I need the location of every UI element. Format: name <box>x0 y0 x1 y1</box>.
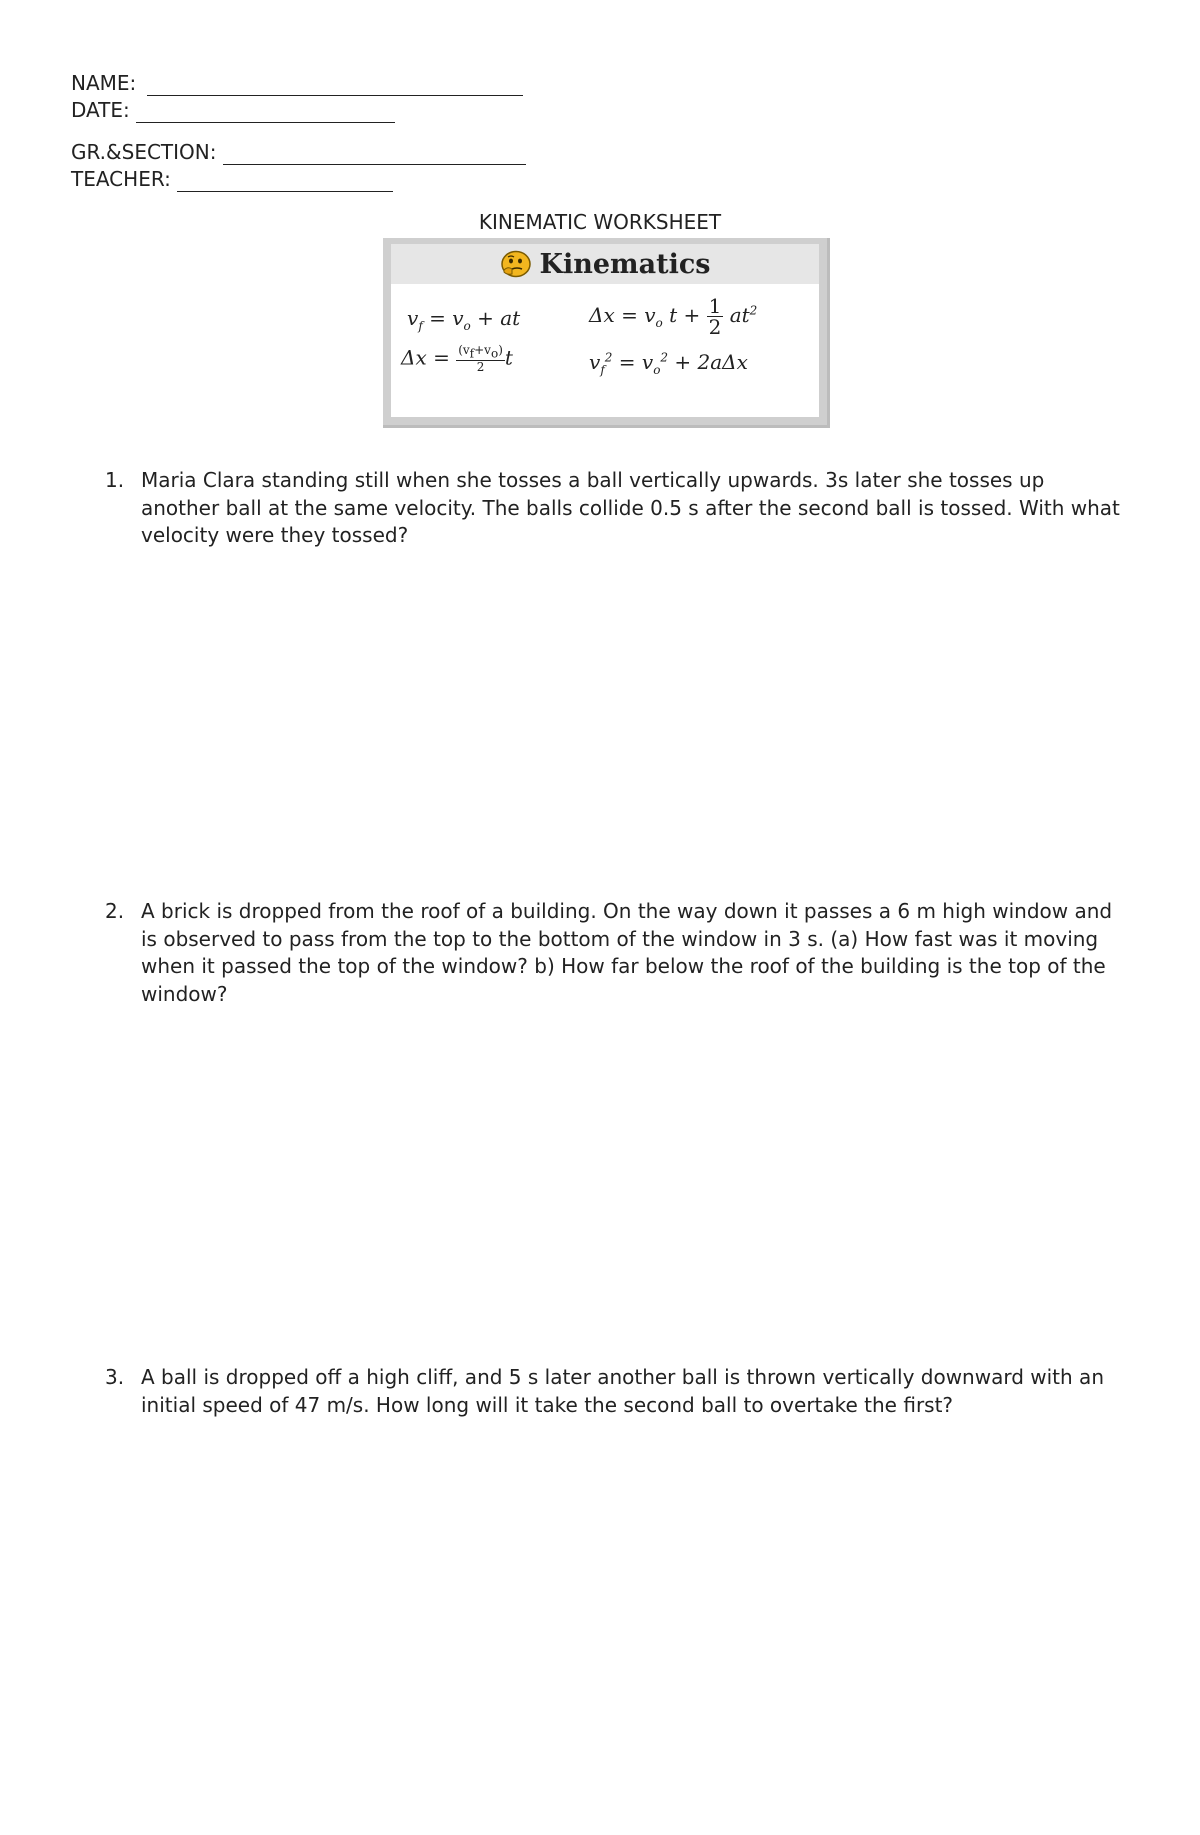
question-number: 3. <box>105 1365 125 1389</box>
date-label: DATE: <box>71 98 130 122</box>
formula-card-body <box>391 244 819 417</box>
one-half-fraction <box>707 296 724 337</box>
eq3-frac-num: (v <box>458 343 470 357</box>
frac-denominator: 2 <box>708 315 722 339</box>
eq4-rhs: + 2aΔx <box>674 350 748 374</box>
name-input-line[interactable] <box>147 75 523 96</box>
average-fraction: $\frac{(v_f+v_o)}{2}$ <box>458 343 503 375</box>
kinematics-formula-card <box>383 238 830 428</box>
section-label: GR.&SECTION: <box>71 140 217 164</box>
formula-card-header <box>391 244 819 284</box>
eq2-mid: t + <box>669 303 701 327</box>
date-input-line[interactable] <box>136 102 395 123</box>
question-text: A ball is dropped off a high cliff, and 5 s later another ball is thrown vertically downward with an initial speed of 47 m/s. How long will it take the second ball to overtake the first? <box>141 1365 1104 1417</box>
equation-displacement: $\Delta x = v_o$ t + $\frac{1}{2}$ $at^2$ <box>589 294 758 339</box>
equation-average-velocity: Δx = $\frac{(v_f+v_o)}{2}$ t <box>401 343 513 375</box>
question-item <box>105 1364 1125 1419</box>
eq2-tail: at <box>729 303 750 327</box>
section-input-line[interactable] <box>223 144 526 165</box>
eq3-lhs: Δx = <box>401 345 450 370</box>
question-item <box>105 467 1125 550</box>
teacher-label: TEACHER: <box>71 167 171 191</box>
date-field-row <box>71 97 395 123</box>
section-field-row <box>71 139 526 165</box>
question-number: 1. <box>105 468 125 492</box>
eq1-rhs: + at <box>477 306 521 330</box>
worksheet-title: KINEMATIC WORKSHEET <box>478 210 722 234</box>
name-label: NAME: <box>71 71 137 95</box>
thinking-face-icon <box>500 250 532 278</box>
teacher-field-row <box>71 166 393 192</box>
frac-numerator: 1 <box>708 294 722 318</box>
eq3-frac-den: 2 <box>476 360 485 375</box>
formula-card-heading: Kinematics <box>539 248 711 280</box>
equation-velocity-squared: $v_f^2 = v_o^2 + 2a\Delta x$ <box>589 350 748 377</box>
question-number: 2. <box>105 899 125 923</box>
eq2-lhs: Δx = v <box>589 303 656 327</box>
question-text: Maria Clara standing still when she tosses a ball vertically upwards. 3s later she tosses up another ball at the same velocity. The balls collide 0.5 s after the second ball is tossed. With what velocity were they tossed? <box>141 468 1120 547</box>
question-item <box>105 898 1125 1008</box>
name-field-row <box>71 70 523 96</box>
equation-final-velocity: $v_f = v_o$ + at <box>407 306 521 333</box>
teacher-input-line[interactable] <box>177 171 393 192</box>
question-text: A brick is dropped from the roof of a building. On the way down it passes a 6 m high window and is observed to pass from the top to the bottom of the window in 3 s. (a) How fast was it moving when it passed the top of the window? b) How far below the roof of the building is the top of the window? <box>141 899 1113 1006</box>
